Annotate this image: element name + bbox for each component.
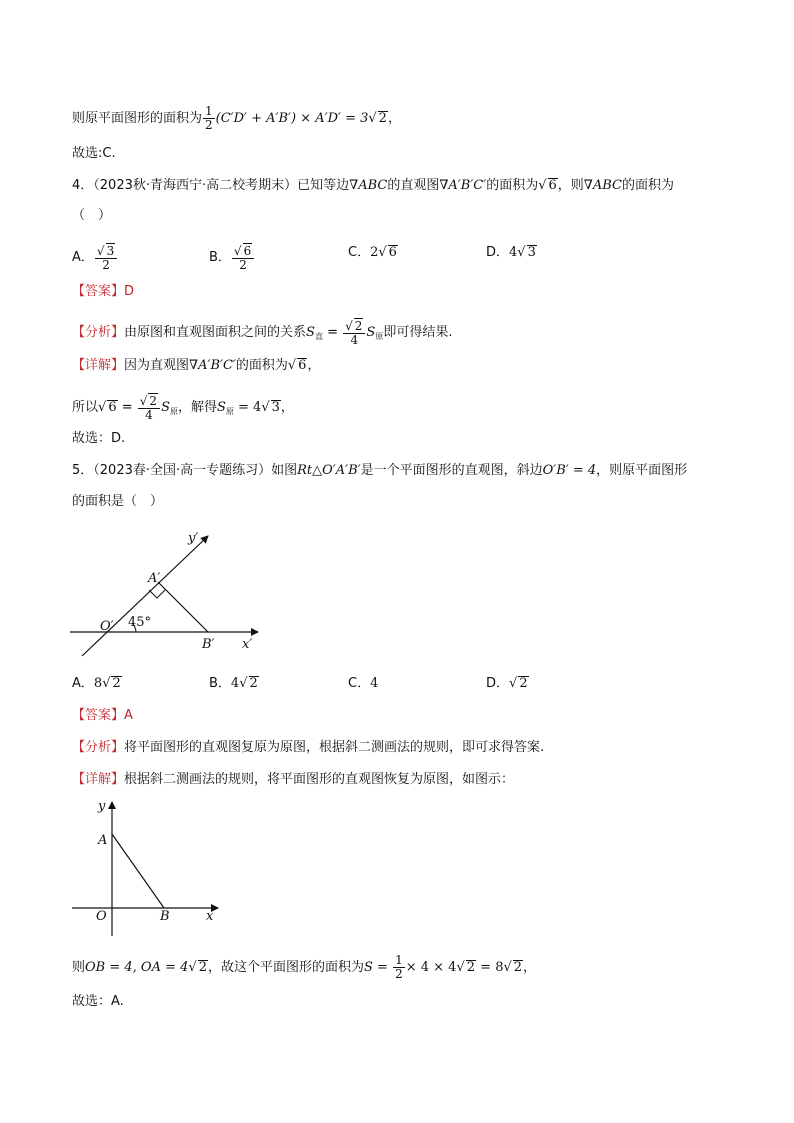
- b-prime-label: B′: [202, 637, 215, 652]
- q4-answer: 【答案】D: [72, 284, 135, 299]
- q4-option-b: B． $\frac{√ 6}{2}$: [209, 243, 255, 272]
- o-label: O: [96, 909, 107, 924]
- q5-original-figure: [68, 796, 228, 938]
- q4-detail: 【详解】因为直观图∇A′B′C′的面积为√ 6，: [72, 358, 321, 373]
- q4-option-c: C．2√ 6: [348, 245, 397, 260]
- x-prime-label: x′: [242, 637, 253, 652]
- q4-analysis: 【分析】由原图和直观图面积之间的关系$S_直$ = $\frac{√ 2}{4}$ $S_原$即可得结果.: [72, 319, 453, 347]
- a-label: A: [98, 833, 108, 848]
- q5-select: 故选：A.: [72, 994, 124, 1009]
- y-prime-label: y′: [188, 531, 199, 546]
- y-label: y: [98, 799, 106, 814]
- a-prime-label: A′: [148, 571, 161, 586]
- q5-hypotenuse: O′B′ = 4: [542, 463, 597, 478]
- q4-option-b-fraction: $\frac{√ 6}{2}$: [232, 243, 254, 272]
- q5-oblique-figure: [68, 528, 268, 660]
- b-label: B: [160, 909, 170, 924]
- q4-select: 故选：D.: [72, 431, 126, 446]
- q5-stem-line1: 5．（2023春·全国·高一专题练习）如图Rt△O′A′B′是一个平面图形的直观图，斜边O′B′ = 4，则原平面图形: [72, 463, 688, 478]
- q5-conclusion: 则OB = 4, OA = 4√ 2，故这个平面图形的面积为S = $\frac{1}{2}$ × 4 × 4√ 2 = 8√ 2，: [72, 953, 537, 981]
- segment-a-b: [112, 834, 164, 908]
- q5-option-d: D．√ 2: [486, 676, 528, 691]
- q5-option-a: A．8√ 2: [72, 676, 121, 691]
- q4-paren: （ ）: [72, 208, 112, 223]
- sqrt-symbol: √: [368, 111, 377, 126]
- q5-stem-line2: 的面积是（ ）: [72, 494, 164, 509]
- q4-solution: 所以√ 6 = $\frac{√ 2}{4}$ $S_原$，解得$S_原 = 4√$ 3，: [72, 394, 294, 422]
- half-fraction: $\frac{1}{2}$: [205, 104, 213, 132]
- q5-option-b: B．4√ 2: [209, 676, 258, 691]
- q5-right-triangle: Rt△O′A′B′: [297, 463, 361, 478]
- o-prime-label: O′: [100, 619, 114, 634]
- q5-option-c: C．4: [348, 676, 379, 691]
- prev-conclusion-text: 则原平面图形的面积为: [72, 111, 203, 126]
- prev-select: 故选:C.: [72, 146, 116, 161]
- q4-triangle-prime: ∇A′B′C′: [439, 178, 487, 193]
- prev-area-expression: (C′D′ + A′B′) × A′D′ = 3: [215, 111, 369, 126]
- q4-triangle-abc: ∇ABC: [349, 178, 388, 193]
- prev-conclusion-line: 则原平面图形的面积为 $\frac{1}{2}$ (C′D′ + A′B′) × A′D′ = 3√ 2，: [72, 104, 401, 132]
- q4-option-a: A． $\frac{√ 3}{2}$: [72, 243, 118, 272]
- x-label: x: [206, 909, 214, 924]
- angle-label: 45°: [128, 615, 152, 630]
- q5-detail: 【详解】根据斜二测画法的规则，将平面图形的直观图恢复为原图，如图示：: [72, 772, 515, 787]
- q4-stem-line1: 4．（2023秋·青海西宁·高二校考期末）已知等边∇ABC的直观图∇A′B′C′的面积为√ 6，则∇ABC的面积为: [72, 178, 675, 193]
- q5-analysis: 【分析】将平面图形的直观图复原为原图，根据斜二测画法的规则，即可求得答案.: [72, 740, 545, 755]
- y-prime-axis: [82, 536, 208, 656]
- q5-answer: 【答案】A: [72, 708, 133, 723]
- segment-a-b: [158, 582, 208, 632]
- sqrt-radicand: 2: [378, 111, 387, 126]
- q4-option-d: D．4√ 3: [486, 245, 536, 260]
- right-angle-mark: [149, 590, 165, 598]
- q4-option-a-fraction: $\frac{√ 3}{2}$: [95, 243, 117, 272]
